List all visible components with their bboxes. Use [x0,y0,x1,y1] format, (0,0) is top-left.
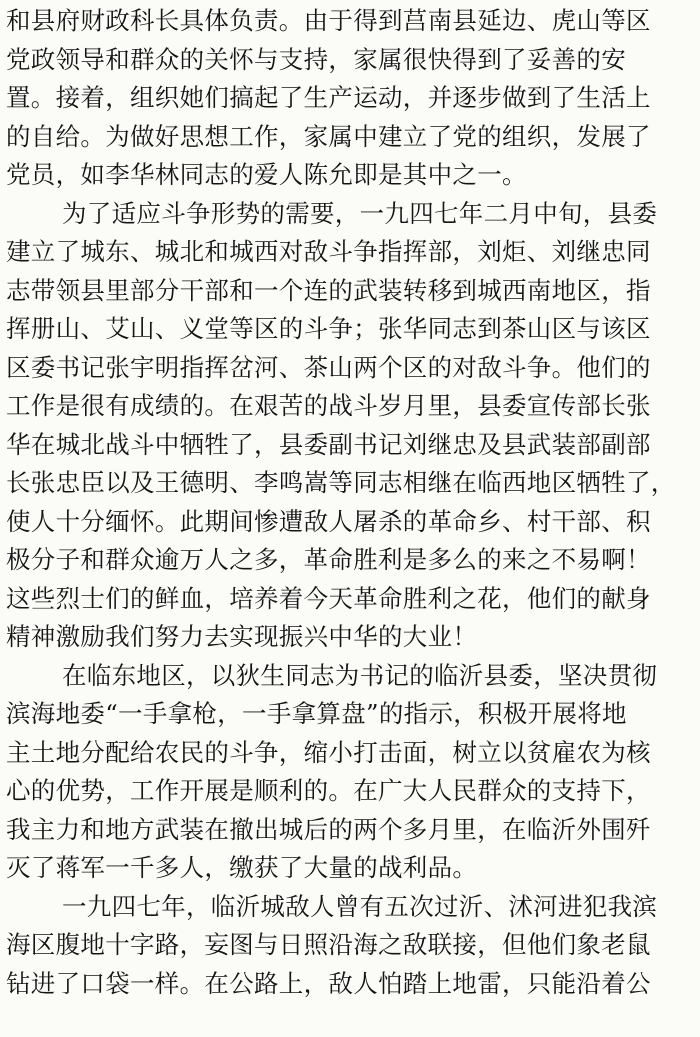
text-line: 这些烈士们的鲜血，培养着今天革命胜利之花，他们的献身 [6,583,651,613]
text-line: 区委书记张宇明指挥岔河、茶山两个区的对敌斗争。他们的 [6,352,651,382]
text-line: 精神激励我们努力去实现振兴中华的大业！ [6,622,478,651]
text-line: 心的优势，工作开展是顺利的。在广大人民群众的支持下， [6,776,651,805]
text-line: 海区腹地十字路，妄图与日照沿海之敌联接，但他们象老鼠 [6,930,651,959]
text-line: 滨海地委“一手拿枪，一手拿算盘”的指示，积极开展将地 [6,699,627,728]
text-line: 的自给。为做好思想工作，家属中建立了党的组织，发展了 [6,121,651,151]
text-line: 建立了城东、城北和城西对敌斗争指挥部，刘炬、刘继忠同 [6,237,651,266]
text-line: 主土地分配给农民的斗争，缩小打击面，树立以贫雇农为核 [6,737,651,767]
text-line: 长张忠臣以及王德明、李鸣嵩等同志相继在临西地区牺牲了， [6,468,676,497]
text-line: 灭了蒋军一千多人，缴获了大量的战利品。 [6,853,478,882]
text-line: 和县府财政科长具体负责。由于得到莒南县延边、虎山等区 [6,6,651,35]
text-line: 钻进了口袋一样。在公路上，敌人怕踏上地雷，只能沿着公 [6,968,651,998]
text-line: 志带领县里部分干部和一个连的武装转移到城西南地区，指 [6,275,651,305]
body-text [6,2,696,1003]
text-line: 华在城北战斗中牺牲了，县委副书记刘继忠及县武装部副部 [6,429,651,459]
text-line: 挥册山、艾山、义堂等区的斗争；张华同志到茶山区与该区 [6,314,651,343]
text-line: 极分子和群众逾万人之多，革命胜利是多么的来之不易啊！ [6,545,651,574]
text-line: 在临东地区，以狄生同志为书记的临沂县委，坚决贯彻 [62,660,658,690]
text-line: 使人十分缅怀。此期间惨遭敌人屠杀的革命乡、村干部、积 [6,506,651,536]
text-line: 为了适应斗争形势的需要，一九四七年二月中旬，县委 [62,198,658,228]
text-line: 党员，如李华林同志的爱人陈允即是其中之一。 [6,160,527,189]
text-line: 党政领导和群众的关怀与支持，家属很快得到了妥善的安 [6,44,626,74]
text-line: 置。接着，组织她们搞起了生产运动，并逐步做到了生活上 [6,83,651,112]
text-line: 我主力和地方武装在撤出城后的两个多月里，在临沂外围歼 [6,814,651,844]
text-line: 一九四七年，临沂城敌人曾有五次过沂、沭河进犯我滨 [62,891,658,921]
text-line: 工作是很有成绩的。在艰苦的战斗岁月里，县委宣传部长张 [6,391,651,420]
